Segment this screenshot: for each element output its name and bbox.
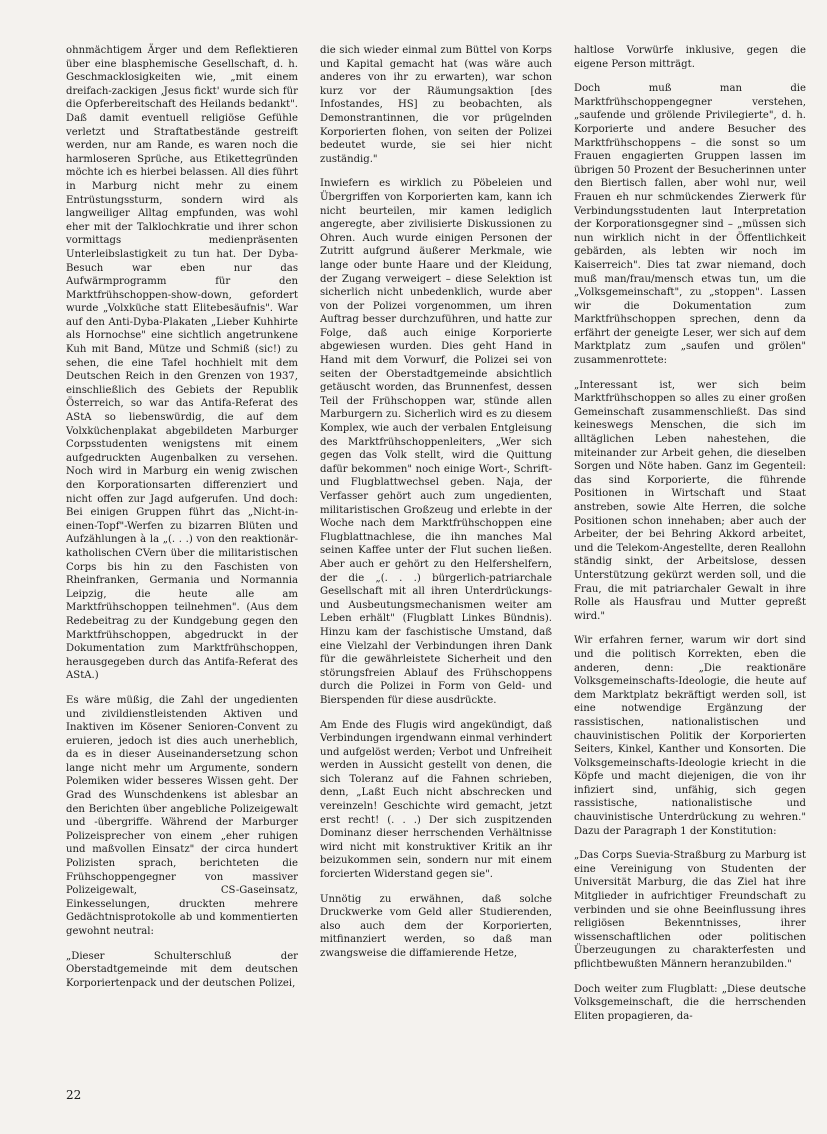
paragraph: „Interessant ist, wer sich beim Marktfrühschoppen so alles zu einer großen Gemeinschaft zusammenschließt. Das sind keineswegs Menschen, die sich im alltäglichen Leben nahestehen, die miteinander zur Arbeit gehen, die dieselben Sorgen und Nöte haben. Ganz im Gegenteil: das sind Korporierte, die führende Positionen in Wirtschaft und Staat anstreben, sowie Alte Herren, die solche Positionen schon innehaben; aber auch der Arbeiter, der bei Behring Akkord arbeitet, und die Telekom-Angestellte, deren Reallohn ständig sinkt, der Arbeitslose, dessen Unterstützung gekürzt werden soll, und die Frau, die mit patriarchaler Gewalt in ihre Rolle als Hausfrau und Mutter gepreßt wird." [574, 379, 806, 622]
paragraph: Es wäre müßig, die Zahl der ungedienten und zivildienstleistenden Aktiven und Inaktiven im Kösener Senioren-Convent zu eruieren, jedoch ist dies auch unerheblich, da es in dieser Auseinandersetzung schon lange nicht mehr um Argumente, sondern Polemiken wider besseres Wissen geht. Der Grad des Wunschdenkens ist ablesbar an den Berichten über angebliche Polizeigewalt und -übergriffe. Während der Marburger Polizeisprecher von einem „eher ruhigen und maßvollen Einsatz" der circa hundert Polizisten sprach, berichteten die Frühschoppengegner von massiver Polizeigewalt, CS-Gaseinsatz, Einkesselungen, druckten mehrere Gedächtnisprotokolle ab und kommentierten gewohnt neutral: [66, 694, 298, 937]
paragraph: „Dieser Schulterschluß der Oberstadtgemeinde mit dem deutschen Korporiertenpack und der deutschen Polizei, [66, 950, 298, 989]
paragraph: „Das Corps Suevia-Straßburg zu Marburg ist eine Vereinigung von Studenten der Universität Marburg, die das Ziel hat ihre Mitglieder in aufrichtiger Freundschaft zu verbinden und sie ohne Beeinflussung ihres religiösen Bekenntnisses, ihrer wissenschaftlichen oder politischen Überzeugungen zu charakterfesten und pflichtbewußten Männern heranzubilden." [574, 850, 806, 970]
paragraph: ohnmächtigem Ärger und dem Reflektieren über eine blasphemische Gesellschaft, d. h. Geschmacklosigkeiten wie, „mit einem dreifach-zackigen ‚Jesus fickt' wurde sich für die Opferbereitschaft des Heilands bedankt". Daß damit eventuell religiöse Gefühle verletzt und Straftatbestände gestreift werden, nur am Rande, es waren noch die harmloseren Sprüche, aus Etikettegründen möchte ich es hierbei belassen. All dies führt in Marburg nicht mehr zu einem Entrüstungssturm, sondern wird als langweiliger Alltag empfunden, was wohl eher mit der Talklochkratie und ihrer schon vormittags medienpräsenten Unterleibslastigkeit zu tun hat. Der Dyba-Besuch war eben nur das Aufwärmprogramm für den Marktfrühschoppen-show-down, gefordert wurde „Volxküche statt Elitebesäufnis". War auf den Anti-Dyba-Plakaten „Lieber Kuhhirte als Hornochse" eine sichtlich angetrunkene Kuh mit Band, Mütze und Schmiß (sic!) zu sehen, die eine Tafel hochhielt mit dem Deutschen Reich in den Grenzen von 1937, einschließlich des Gebiets der Republik Österreich, so war das Antifa-Referat des AStA so liebenswürdig, die auf dem Volxküchenplakat abgebildeten Marburger Corpsstudenten wenigstens mit einem aufgedruckten Augenbalken zu versehen. Noch wird in Marburg ein wenig zwischen den Korporationsarten differenziert und nicht offen zur Jagd aufgerufen. Und doch: Bei einigen Gruppen führt das „Nicht-in-einen-Topf"-Werfen zu bizarren Blüten und Aufzählungen à la „(. . .) von den reaktionär-katholischen CVern über die militaristischen Corps bis hin zu den Faschisten von Rheinfranken, Germania und Normannia Leipzig, die heute alle am Marktfrühschoppen teilnehmen". (Aus dem Redebeitrag zu der Kundgebung gegen den Marktfrühschoppen, abgedruckt in der Dokumentation zum Marktfrühschoppen, herausgegeben durch das Antifa-Referat des AStA.) [66, 45, 298, 682]
page-number: 22 [66, 1088, 82, 1102]
text-column-2 [320, 44, 552, 972]
paragraph: Doch weiter zum Flugblatt: „Diese deutsche Volksgemeinschaft, die die herrschenden Eliten propagieren, da- [574, 983, 806, 1022]
paragraph: Unnötig zu erwähnen, daß solche Druckwerke vom Geld aller Studierenden, also auch dem der Korporierten, mitfinanziert werden, so daß man zwangsweise die diffamierende Hetze, [320, 893, 552, 959]
paragraph: Am Ende des Flugis wird angekündigt, daß Verbindungen irgendwann einmal verhindert und aufgelöst werden; Verbot und Unfreiheit werden in Aussicht gestellt von denen, die sich Toleranz auf die Fahnen schrieben, denn, „Laßt Euch nicht abschrecken und vereinzeln! Geschichte wird gemacht, jetzt erst recht! (. . .) Der sich zuspitzenden Dominanz dieser herrschenden Verhältnisse wird nicht mit konstruktiver Kritik an ihr beizukommen sein, sondern nur mit einem forcierten Widerstand gegen sie". [320, 719, 552, 881]
paragraph: Wir erfahren ferner, warum wir dort sind und die politisch Korrekten, eben die anderen, denn: „Die reaktionäre Volksgemeinschafts-Ideologie, die heute auf dem Marktplatz bekräftigt werden soll, ist eine notwendige Ergänzung der rassistischen, nationalistischen und chauvinistischen Politik der Korporierten Seiters, Kinkel, Kanther und Konsorten. Die Volksgemeinschafts-Ideologie kriecht in die Köpfe und macht diejenigen, die von ihr infiziert sind, unfähig, sich gegen rassistische, nationalistische und chauvinistische Unterdrückung zu wehren." Dazu der Paragraph 1 der Konstitution: [574, 635, 806, 837]
paragraph: haltlose Vorwürfe inklusive, gegen die eigene Person mitträgt. [574, 45, 806, 70]
text-column-1 [66, 44, 298, 1001]
paragraph: Inwiefern es wirklich zu Pöbeleien und Übergriffen von Korporierten kam, kann ich nicht beurteilen, mir kamen lediglich angeregte, aber zivilisierte Diskussionen zu Ohren. Auch wurde einigen Personen der Zutritt aufgrund äußerer Merkmale, wie lange oder bunte Haare und der Kleidung, der Zugang verweigert – diese Selektion ist sicherlich nicht unbedenklich, wurde aber von der Polizei vorgenommen, um ihren Auftrag besser durchzuführen, und hatte zur Folge, daß auch einige Korporierte abgewiesen wurden. Dies geht Hand in Hand mit dem Vorwurf, die Polizei sei von seiten der Oberstadtgemeinde absichtlich getäuscht worden, das Brunnenfest, dessen Teil der Frühschoppen war, stünde allen Marburgern zu. Sicherlich wird es zu diesem Komplex, wie auch der verbalen Entgleisung des Marktfrühschoppenleiters, „Wer sich gegen das Volk stellt, wird die Quittung dafür bekommen" noch einige Wort-, Schrift- und Flugblattwechsel geben. Naja, der Verfasser gehört auch zum ungedienten, militaristischen Großzeug und erlebte in der Woche nach dem Marktfrühschoppen eine Flugblattnachlese, die ihn manches Mal seinen Kaffee unter der Flut suchen ließen. Aber auch er gehört zu den Helfershelfern, der die „(. . .) bürgerlich-patriarchale Gesellschaft mit all ihren Unterdrückungs- und Ausbeutungsmechanismen weiter am Leben erhält" (Flugblatt Linkes Bündnis). Hinzu kam der faschistische Umstand, daß eine Vielzahl der Verbindungen ihren Dank für die gewährleistete Sicherheit und den störungsfreien Ablauf des Frühschoppens durch die Polizei in Form von Geld- und Bierspenden für diese ausdrückte. [320, 178, 552, 706]
paragraph: die sich wieder einmal zum Büttel von Korps und Kapital gemacht hat (was wäre auch anderes von ihr zu erwarten), war schon kurz vor der Räumungsaktion [des Infostandes, HS] zu beobachten, als Demonstrantinnen, die vor prügelnden Korporierten flohen, von seiten der Polizei bedeutet wurde, sie sei hier nicht zuständig." [320, 45, 552, 165]
paragraph: Doch muß man die Marktfrühschoppengegner verstehen, „saufende und grölende Privilegierte", d. h. Korporierte und andere Besucher des Marktfrühschoppens – die sonst so um Frauen engagierten Gruppen lassen im übrigen 50 Prozent der Besucherinnen unter den Biertisch fallen, aber wohl nur, weil Frauen eh nur schmückendes Zierwerk für Verbindungsstudenten laut Interpretation der Korporationsgegner sind – „müssen sich nun wirklich nicht in der Öffentlichkeit gebärden, als lebten wir noch im Kaiserreich". Dies tat zwar niemand, doch muß man/frau/mensch etwas tun, um die „Volksgemeinschaft", zu „stoppen". Lassen wir die Dokumentation zum Marktfrühschoppen sprechen, denn da erfährt der geneigte Leser, wer sich auf dem Marktplatz zum „saufen und grölen" zusammenrottete: [574, 83, 806, 367]
text-column-3 [574, 44, 806, 1034]
